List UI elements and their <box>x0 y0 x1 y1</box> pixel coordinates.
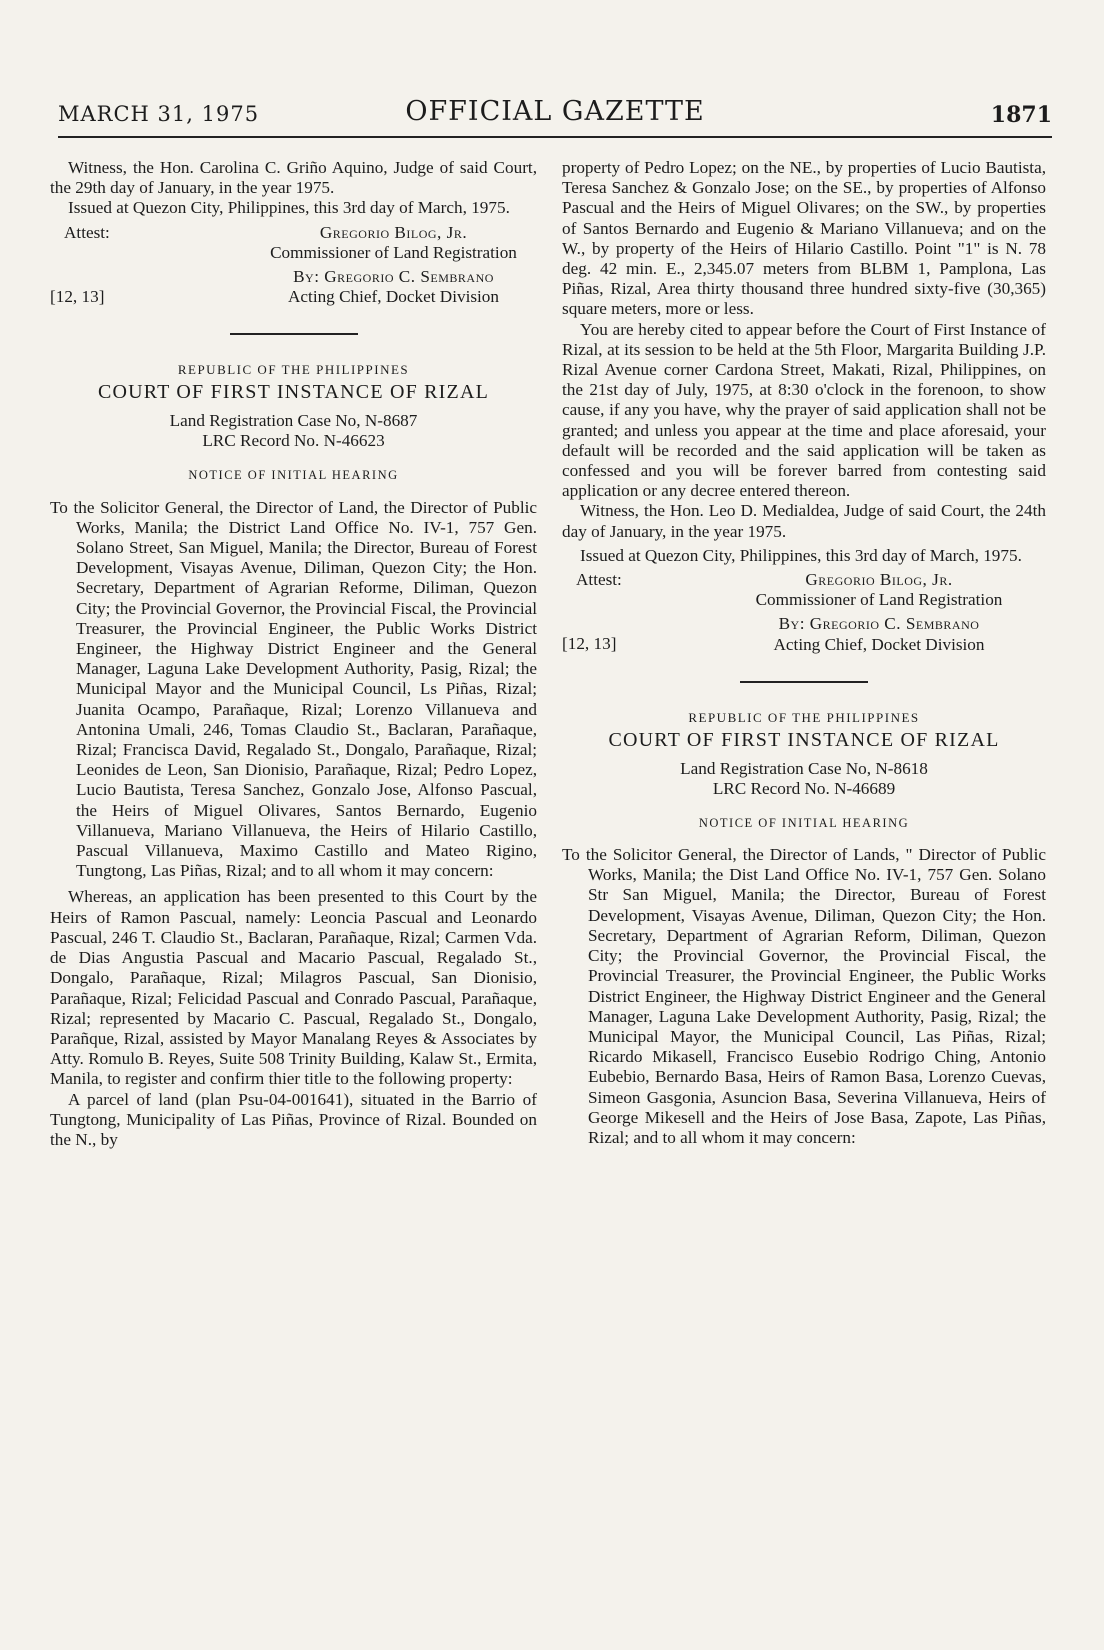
court-caption: COURT OF FIRST INSTANCE OF RIZAL <box>608 728 1000 751</box>
cited-paragraph: You are hereby cited to appear before the Court of First Instance of Rizal, at its session to be held at the 5th Floor, Margarita Building J.P. Rizal Avenue corner Cardona Street, Makati, Rizal, Philippines, on the 21st day of July, 1975, at 8:30 o'clock in the forenoon, to show cause, if any you have, why the prayer of said application shall not be granted; and unless you appear at the time and place aforesaid, your default will be recorded and the said application will be taken as confessed and you will be forever barred from contesting said application or any decree entered thereon. <box>562 319 1046 501</box>
issued-paragraph: Issued at Quezon City, Philippines, this 3rd day of March, 1975. <box>68 198 510 218</box>
republic-caption: REPUBLIC OF THE PHILIPPINES <box>177 362 410 378</box>
by-block <box>50 267 537 307</box>
whereas-paragraph: Whereas, an application has been presented to this Court by the Heirs of Ramon Pascual, namely: Leoncia Pascual and Leonardo Pascual, 246 T. Claudio St., Baclaran, Parañaque, Rizal; Carmen Vda. de Dias Angustia Pascual and Macario Pascual, Regalado St., Dongalo, Parañaque, Rizal; Milagros Pascual, San Dionisio, Parañaque, Rizal; Felicidad Pascual and Conrado Pascual, Parañaque, Rizal; represented by Macario C. Pascual, Regalado St., Dongalo, Parañque, Rizal, assisted by Mayor Manalang Reyes & Associates by Atty. Romulo B. Reyes, Suite 508 Trinity Building, Kalaw St., Ermita, Manila, to register and confirm thier title to the following property: <box>50 887 537 1089</box>
header-date: MARCH 31, 1975 <box>58 102 260 126</box>
section-divider <box>230 333 358 335</box>
by-block <box>562 614 1046 654</box>
attest-label: Attest: <box>576 570 622 590</box>
parcel-paragraph: A parcel of land (plan Psu-04-001641), situated in the Barrio of Tungtong, Municipality of Las Piñas, Province of Rizal. Bounded on the N., by <box>50 1089 537 1149</box>
attest-block <box>50 223 537 263</box>
notice-title: NOTICE OF INITIAL HEARING <box>188 468 399 483</box>
signer-title: Commissioner of Land Registration <box>270 242 517 262</box>
case-number: Land Registration Case No, N-8687 <box>169 411 418 431</box>
addressees-paragraph: To the Solicitor General, the Director of Lands, " Director of Public Works, Manila; the Dist Land Office No. IV-1, 757 Gen. Solano Str San Miguel, Manila; the Director, Bureau of Forest Development, Visayas Avenue, Diliman, Quezon City; the Hon. Secretary, Department of Agrarian Reform, Diliman, Quezon City; the Provincial Governor, the Provincial Fiscal, the Provincial Treasurer, the Provincial Engineer, the Public Works District Engineer, the Highway District Engineer and the General Manager, Laguna Lake Development Authority, Pasig, Rizal; the Municipal Mayor, the Municipal Council, Las Piñas, Rizal; Ricardo Mikasell, Francisco Eusebio Rodrigo Ching, Antonio Eubebio, Bernardo Basa, Heirs of Ramon Basa, Lorenzo Cuevas, Simeon Gasgonia, Asuncion Basa, Severina Villanueva, Heirs of George Mikesell and the Heirs of Jose Basa, Zapote, Las Piñas, Rizal; and to all whom it may concern: <box>562 845 1046 1147</box>
court-caption: COURT OF FIRST INSTANCE OF RIZAL <box>97 381 490 404</box>
parcel-continued-paragraph: property of Pedro Lopez; on the NE., by properties of Lucio Bautista, Teresa Sanchez & Gonzalo Jose; on the SE., by properties of Alfonso Pascual and the Heirs of Miguel Olivares; on the SW., by properties of Santos Bernardo and Eugenio & Mariano Villanueva; and on the W., by property of the Heirs of Hilario Castillo. Point "1" is N. 78 deg. 42 min. E., 2,345.07 meters from BLBM 1, Pamplona, Las Piñas, Rizal, Area thirty thousand three hundred sixty-five (30,365) square meters, more or less. <box>562 158 1046 319</box>
signer-title: Commissioner of Land Registration <box>755 590 1003 610</box>
issue-reference: [12, 13] <box>562 634 617 654</box>
notice-title: NOTICE OF INITIAL HEARING <box>698 815 910 830</box>
lrc-record: LRC Record No. N-46623 <box>202 431 385 451</box>
lrc-record: LRC Record No. N-46689 <box>712 778 896 798</box>
page-number: 1871 <box>990 102 1052 128</box>
case-number: Land Registration Case No, N-8618 <box>680 758 928 778</box>
attest-label: Attest: <box>64 222 110 242</box>
attest-block <box>562 570 1046 610</box>
issued-paragraph: Issued at Quezon City, Philippines, this 3rd day of March, 1975. <box>580 545 1022 565</box>
header-title: OFFICIAL GAZETTE <box>405 96 705 127</box>
addressees-paragraph: To the Solicitor General, the Director of Land, the Director of Public Works, Manila; the District Land Office No. IV-1, 757 Gen. Solano Street, San Miguel, Manila; the Director, Bureau of Forest Development, Visayas Avenue, Diliman, Quezon City; the Hon. Secretary, Department of Agrarian Reforme, Diliman, Quezon City; the Provincial Governor, the Provincial Fiscal, the Provincial Treasurer, the Provincial Engineer, the Public Works District Engineer, the Highway District Engineer and the General Manager, Laguna Lake Development Authority, Pasig, Rizal; the Municipal Mayor and the Municipal Council, Ls Piñas, Rizal; Juanita Ocampo, Parañaque, Rizal; Lorenzo Villanueva and Antonina Umali, 246, Tomas Claudio St., Baclaran, Parañaque, Rizal; Francisca David, Regalado St., Dongalo, Parañaque, Rizal; Leonides de Leon, San Dionisio, Parañaque, Rizal; Pedro Lopez, Lucio Bautista, Teresa Sanchez, Gonzalo Jose, Alfonso Pascual, the Heirs of Miguel Olivares, Santos Bernardo, Eugenio Villanueva, Mariano Villanueva, the Heirs of Hilario Castillo, Pascual Villanueva, Maximo Castillo and Mateo Rigino, Tungtong, Las Piñas, Rizal; and to all whom it may concern: <box>50 497 537 881</box>
witness-paragraph: Witness, the Hon. Leo D. Medialdea, Judge of said Court, the 24th day of January, in the year 1975. <box>562 501 1046 541</box>
by-title: Acting Chief, Docket Division <box>288 287 499 307</box>
issue-reference: [12, 13] <box>50 287 105 307</box>
right-column <box>562 158 1046 1148</box>
left-column <box>50 158 537 1150</box>
page-header <box>58 96 1052 138</box>
section-divider <box>740 681 868 683</box>
by-name: By: Gregorio C. Sembrano <box>778 614 980 634</box>
by-name: By: Gregorio C. Sembrano <box>293 267 494 287</box>
republic-caption: REPUBLIC OF THE PHILIPPINES <box>688 709 920 725</box>
signer-name: Gregorio Bilog, Jr. <box>319 222 468 242</box>
by-title: Acting Chief, Docket Division <box>773 634 985 654</box>
signer-name: Gregorio Bilog, Jr. <box>805 570 953 590</box>
witness-paragraph: Witness, the Hon. Carolina C. Griño Aquino, Judge of said Court, the 29th day of January, in the year 1975. <box>50 158 537 198</box>
